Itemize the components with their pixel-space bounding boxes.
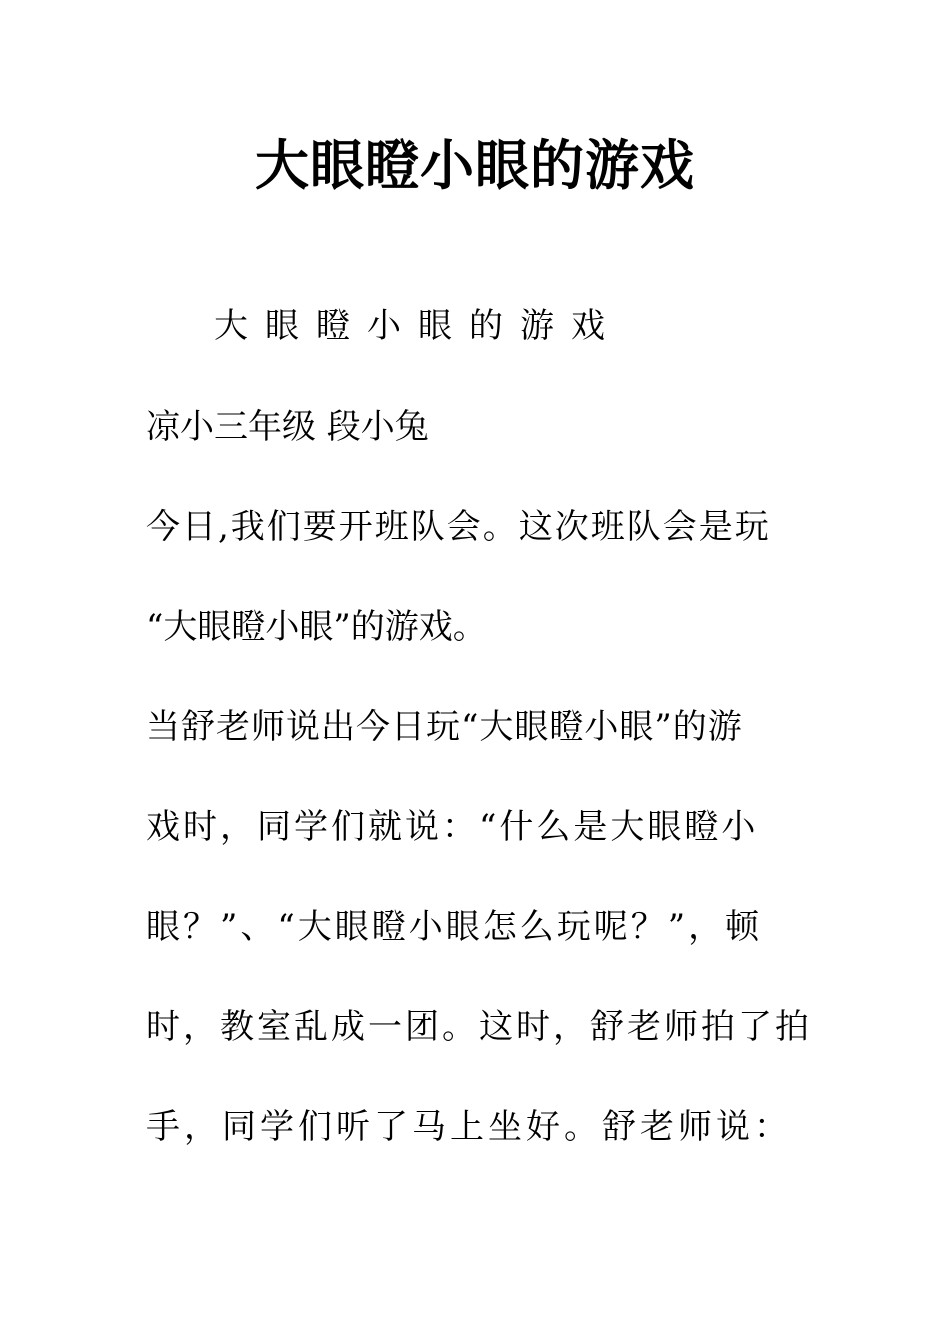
body-line: 戏时，同学们就说：“什么是大眼瞪小 — [146, 807, 759, 847]
body-line: 今日,我们要开班队会。这次班队会是玩 — [146, 507, 771, 547]
body-line: 手，同学们听了马上坐好。舒老师说： — [146, 1107, 792, 1147]
body-line: 时，教室乱成一团。这时，舒老师拍了拍 — [146, 1007, 812, 1047]
article-heading: 大眼瞪小眼的游戏 — [214, 306, 622, 346]
document-title: 大眼瞪小眼的游戏 — [255, 134, 695, 197]
body-line: 当舒老师说出今日玩“大眼瞪小眼”的游 — [146, 707, 743, 747]
author-line: 凉小三年级 段小兔 — [146, 407, 429, 447]
body-line: 眼？”、“大眼瞪小眼怎么玩呢？”，顿 — [146, 907, 763, 947]
body-line: “大眼瞪小眼”的游戏。 — [146, 607, 487, 647]
